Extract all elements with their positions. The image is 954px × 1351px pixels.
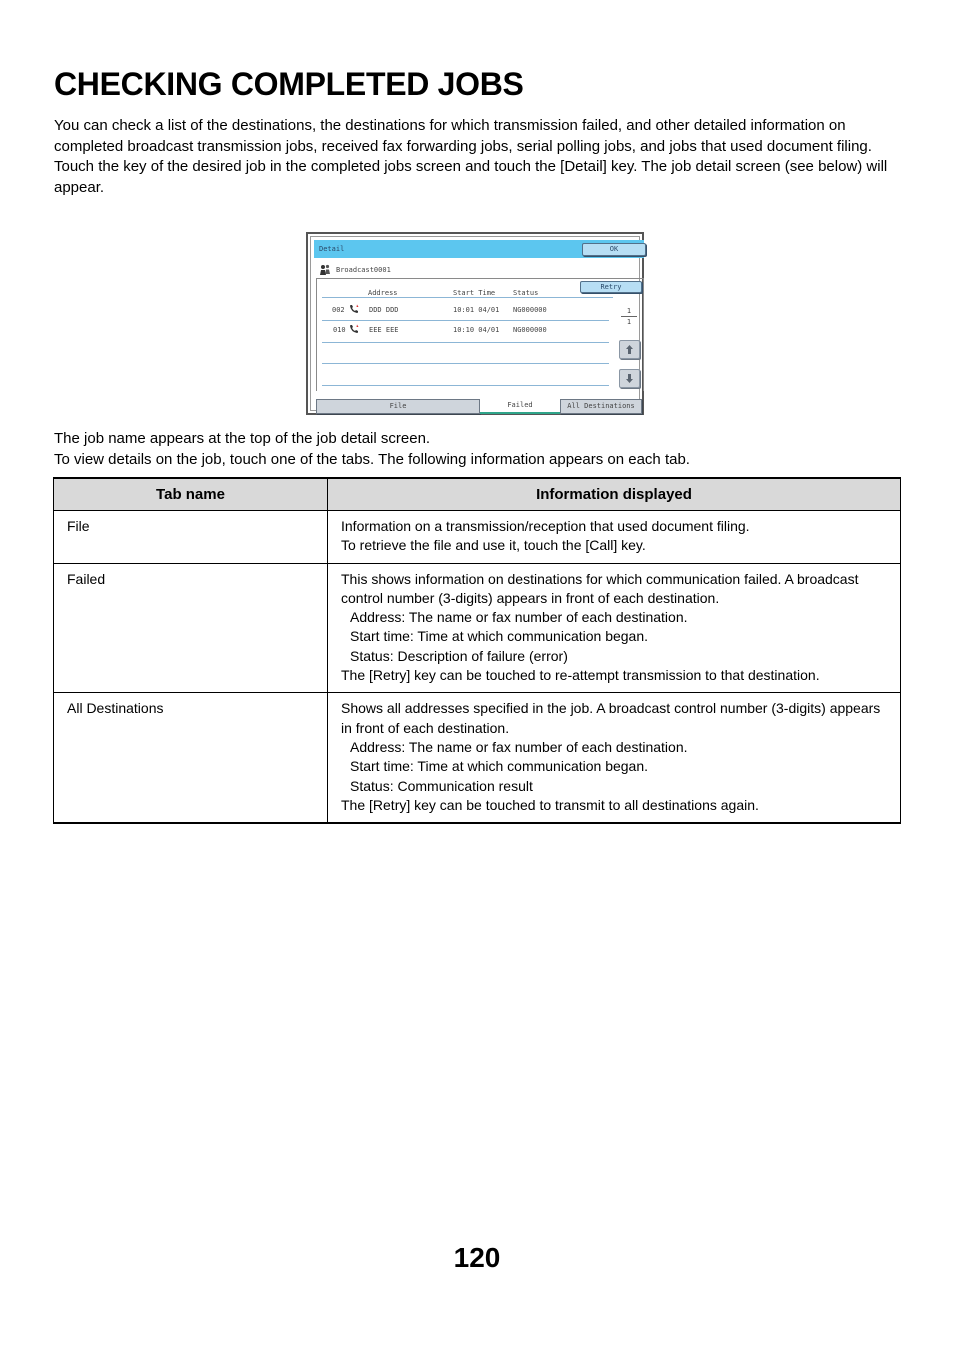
person-icon bbox=[319, 264, 331, 276]
info-line: Start time: Time at which communication began. bbox=[350, 628, 649, 645]
tab-name-cell: Failed bbox=[54, 563, 328, 693]
page-total: 1 bbox=[626, 318, 632, 326]
row-status: NG000000 bbox=[513, 306, 547, 314]
intro-paragraph: You can check a list of the destinations, the destinations for which transmission failed, and other detailed information on completed broadcast transmission jobs, received fax forwarding jobs, serial polling jobs, and jobs that used document filing. Touch the key of the desired job in the completed jobs screen and touch the [Detail] key. The job detail screen (see below) will appear. bbox=[54, 117, 888, 196]
info-line: Status: Description of failure (error) bbox=[350, 647, 568, 664]
tab-name-cell: File bbox=[54, 511, 328, 564]
table-header-row bbox=[54, 478, 901, 511]
column-header-status: Status bbox=[513, 289, 539, 297]
info-line: Address: The name or fax number of each destination. bbox=[350, 738, 688, 755]
column-header-information: Information displayed bbox=[328, 478, 901, 511]
info-cell bbox=[328, 563, 901, 693]
info-line: Information on a transmission/reception that used document filing. bbox=[341, 518, 750, 534]
column-header-start-time: Start Time bbox=[453, 289, 496, 297]
info-cell bbox=[328, 693, 901, 823]
row-divider bbox=[322, 342, 609, 343]
ok-button[interactable]: OK bbox=[582, 243, 646, 256]
retry-button[interactable]: Retry bbox=[580, 281, 642, 293]
phone-icon bbox=[349, 304, 360, 314]
table-row bbox=[54, 563, 901, 693]
title-bar bbox=[314, 240, 644, 258]
column-header-tab-name: Tab name bbox=[54, 478, 328, 511]
row-number: 010 bbox=[333, 326, 346, 334]
table-row bbox=[54, 693, 901, 823]
tab-name-cell: All Destinations bbox=[54, 693, 328, 823]
row-start-time: 10:10 04/01 bbox=[453, 326, 500, 334]
phone-icon bbox=[349, 324, 360, 334]
page-divider bbox=[621, 316, 637, 317]
row-divider bbox=[322, 320, 609, 321]
row-divider bbox=[322, 363, 609, 364]
scroll-down-button[interactable] bbox=[619, 369, 640, 388]
info-line: The [Retry] key can be touched to re-attempt transmission to that destination. bbox=[341, 667, 820, 684]
tab-all-destinations[interactable]: All Destinations bbox=[560, 399, 642, 414]
info-line: To retrieve the file and use it, touch the [Call] key. bbox=[341, 537, 646, 554]
screen-frame bbox=[310, 236, 640, 411]
row-number: 002 bbox=[332, 306, 345, 314]
info-line: Status: Communication result bbox=[350, 777, 533, 794]
row-divider bbox=[322, 385, 609, 386]
table-row bbox=[54, 511, 901, 564]
info-line: Start time: Time at which communication began. bbox=[350, 758, 649, 775]
arrow-down-icon bbox=[624, 373, 635, 384]
info-line: The [Retry] key can be touched to transmit to all destinations again. bbox=[341, 796, 759, 813]
row-address: EEE EEE bbox=[369, 326, 399, 334]
tab-failed[interactable]: Failed bbox=[480, 399, 560, 414]
info-cell bbox=[328, 511, 901, 564]
row-address: DDD DDD bbox=[369, 306, 399, 314]
job-name: Broadcast0001 bbox=[336, 266, 391, 274]
column-header-address: Address bbox=[368, 289, 398, 297]
info-line: This shows information on destinations for which communication failed. A broadcast control number (3-digits) appears in front of each destination. bbox=[341, 570, 859, 606]
row-start-time: 10:01 04/01 bbox=[453, 306, 500, 314]
screen-title: Detail bbox=[319, 245, 345, 253]
info-line: Address: The name or fax number of each destination. bbox=[350, 609, 688, 626]
page-indicator bbox=[618, 306, 640, 327]
description-text bbox=[54, 428, 690, 470]
job-detail-screen bbox=[306, 232, 644, 415]
tab-file[interactable]: File bbox=[316, 399, 480, 414]
page-title: CHECKING COMPLETED JOBS bbox=[54, 66, 524, 102]
tab-info-table bbox=[53, 477, 901, 824]
row-status: NG000000 bbox=[513, 326, 547, 334]
destination-list bbox=[316, 278, 644, 391]
header-divider bbox=[322, 297, 613, 298]
tabs-note: To view details on the job, touch one of the tabs. The following information appears on each tab. bbox=[54, 451, 690, 468]
page-current: 1 bbox=[626, 307, 632, 315]
page-number: 120 bbox=[453, 1242, 501, 1273]
job-name-note: The job name appears at the top of the job detail screen. bbox=[54, 430, 431, 447]
info-line: Shows all addresses specified in the job. A broadcast control number (3-digits) appears in front of each destination. bbox=[341, 700, 881, 736]
scroll-up-button[interactable] bbox=[619, 340, 640, 359]
arrow-up-icon bbox=[624, 344, 635, 355]
